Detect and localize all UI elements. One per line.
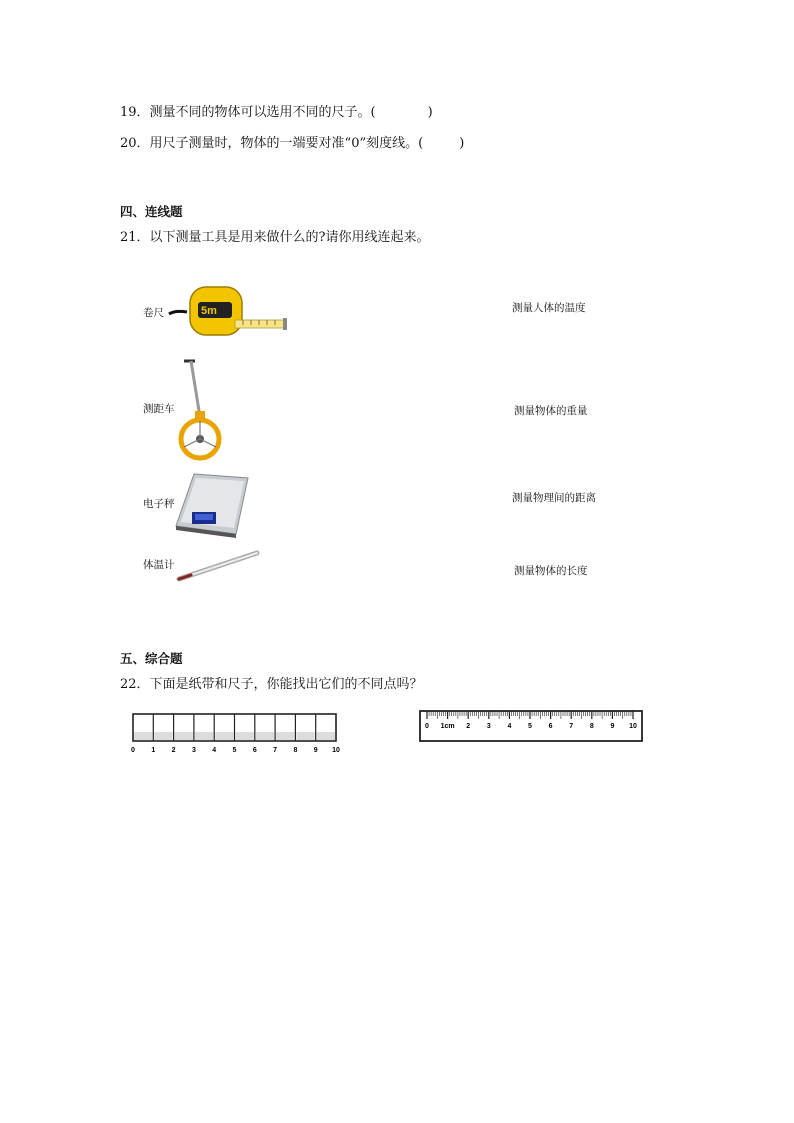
- ruler-tick-label: 1cm: [440, 723, 455, 730]
- question-number: 21．: [120, 230, 150, 245]
- tool-label-measuring-wheel: 测距车: [143, 403, 175, 415]
- question-number: 22．: [120, 677, 150, 692]
- paper-strip-cell-shade: [215, 732, 233, 740]
- ruler-tick-label: 6: [548, 723, 553, 730]
- paper-strip-tick-label: 2: [171, 747, 176, 754]
- question-19: [120, 104, 433, 122]
- ruler-tick-label: 8: [589, 723, 594, 730]
- close-paren: ): [427, 105, 433, 120]
- ruler-image: [418, 708, 646, 746]
- ruler-tick-label: 0: [425, 723, 429, 730]
- close-paren: ): [459, 136, 465, 151]
- use-label-length: 测量物体的长度: [514, 565, 588, 577]
- ruler-tick-label: 5: [528, 723, 532, 730]
- question-number: 20．: [120, 136, 150, 151]
- ruler-tick-label: 2: [466, 723, 471, 730]
- paper-strip-cell-shade: [134, 732, 152, 740]
- question-22: [120, 676, 423, 694]
- paper-strip-cell-shade: [154, 732, 172, 740]
- paper-strip-tick-label: 0: [131, 747, 135, 754]
- question-text: 下面是纸带和尺子，你能找出它们的不同点吗？: [149, 677, 423, 692]
- ruler-tick-label: 4: [507, 723, 512, 730]
- use-label-weight: 测量物体的重量: [514, 405, 588, 417]
- paper-strip-tick-label: 6: [252, 747, 257, 754]
- tool-label-thermometer: 体温计: [143, 559, 175, 571]
- question-number: 19．: [120, 105, 150, 120]
- paper-strip-tick-label: 5: [232, 747, 237, 754]
- tool-label-tape-measure: 卷尺: [143, 307, 164, 319]
- paper-strip-cell-shade: [276, 732, 294, 740]
- paper-strip-tick-label: 8: [293, 747, 298, 754]
- question-text: 用尺子测量时，物体的一端要对准“0”刻度线。(: [149, 136, 424, 151]
- paper-strip-cell-shade: [175, 732, 193, 740]
- paper-strip-cell-shade: [236, 732, 254, 740]
- question-21: [120, 229, 430, 247]
- paper-strip-cell-shade: [256, 732, 274, 740]
- measuring-wheel-image[interactable]: [176, 355, 226, 463]
- ruler-tick-label: 3: [486, 723, 491, 730]
- use-label-body-temperature: 测量人体的温度: [512, 302, 586, 314]
- question-text: 以下测量工具是用来做什么的?请你用线连起来。: [149, 230, 430, 245]
- ruler-tick-label: 9: [610, 723, 615, 730]
- paper-strip-tick-label: 3: [191, 747, 196, 754]
- tool-label-electronic-scale: 电子秤: [143, 498, 175, 510]
- thermometer-image[interactable]: [175, 547, 261, 585]
- electronic-scale-image[interactable]: [174, 472, 250, 540]
- question-20: [120, 135, 464, 153]
- paper-strip-tick-label: 4: [212, 747, 217, 754]
- paper-strip-tick-label: 10: [332, 747, 340, 754]
- paper-strip-tick-label: 7: [273, 747, 278, 754]
- paper-strip-tick-label: 9: [313, 747, 318, 754]
- tape-measure-image[interactable]: [165, 284, 290, 344]
- paper-strip-tick-label: 1: [151, 747, 156, 754]
- ruler-tick-label: 10: [629, 723, 637, 730]
- use-label-distance: 测量物理间的距离: [512, 492, 596, 504]
- paper-strip-cell-shade: [317, 732, 335, 740]
- ruler-tick-label: 7: [569, 723, 574, 730]
- paper-strip-cell-shade: [296, 732, 314, 740]
- paper-strip-image: [128, 710, 346, 756]
- section-heading-5: 五、综合题: [120, 651, 183, 666]
- tape-brand-text: 5m: [201, 305, 217, 317]
- paper-strip-cell-shade: [195, 732, 213, 740]
- question-text: 测量不同的物体可以选用不同的尺子。(: [149, 105, 376, 120]
- section-heading-4: 四、连线题: [120, 204, 183, 219]
